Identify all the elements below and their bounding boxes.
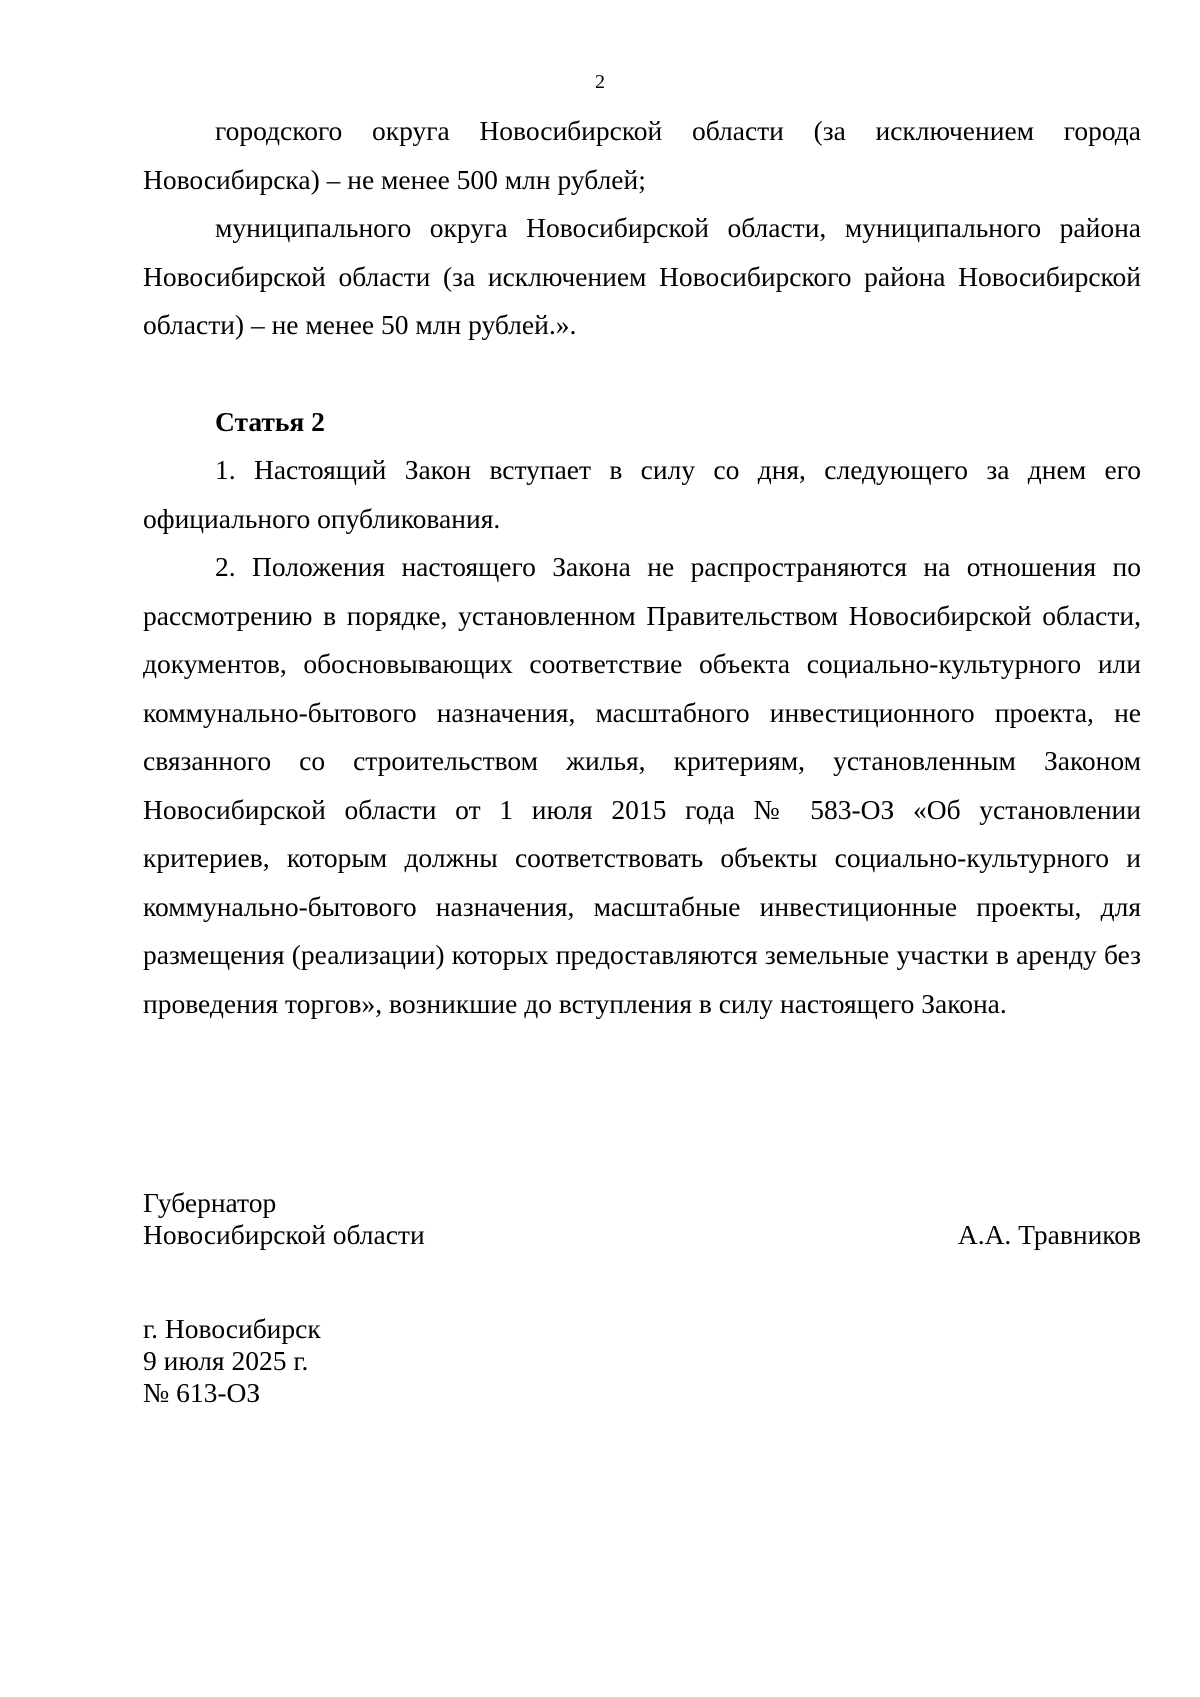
signatory-row	[143, 1219, 1141, 1251]
signature-block	[143, 1187, 1141, 1251]
place-city: г. Новосибирск	[143, 1313, 321, 1344]
paragraph-municipal-district: муниципального округа Новосибирской области, муниципального района Новосибирской области (за исключением Новосибирского района Новосибирской области) – не менее 50 млн рублей.».	[143, 212, 1141, 340]
law-date: 9 июля 2025 г.	[143, 1345, 309, 1376]
signatory-title-line-2: Новосибирской области	[143, 1219, 425, 1250]
paragraph-article-2-item-1: 1. Настоящий Закон вступает в силу со дня, следующего за днем его официального опубликования.	[143, 454, 1141, 534]
law-number: № 613-ОЗ	[143, 1377, 261, 1408]
paragraph-article-2-item-2: 2. Положения настоящего Закона не распространяются на отношения по рассмотрению в порядке, установленном Правительством Новосибирской области, документов, обосновывающих соответствие объекта социально-культурного или коммунально-бытового назначения, масштабного инвестиционного проекта, не связанного со строительством жилья, критериям, установленным Законом Новосибирской области от 1 июля 2015 года № 583-ОЗ «Об установлении критериев, которым должны соответствовать объекты социально-культурного и коммунально-бытового назначения, масштабные инвестиционные проекты, для размещения (реализации) которых предоставляются земельные участки в аренду без проведения торгов», возникшие до вступления в силу настоящего Закона.	[143, 551, 1141, 1019]
signatory-name: А.А. Травников	[957, 1219, 1141, 1250]
signatory-title-line-1: Губернатор	[143, 1187, 277, 1218]
document-body	[143, 107, 1141, 1028]
place-date-number-block	[143, 1313, 321, 1409]
article-heading: Статья 2	[215, 405, 325, 437]
paragraph-city-district: городского округа Новосибирской области (за исключением города Новосибирска) – не менее 500 млн рублей;	[143, 115, 1141, 195]
page-number: 2	[595, 71, 605, 93]
